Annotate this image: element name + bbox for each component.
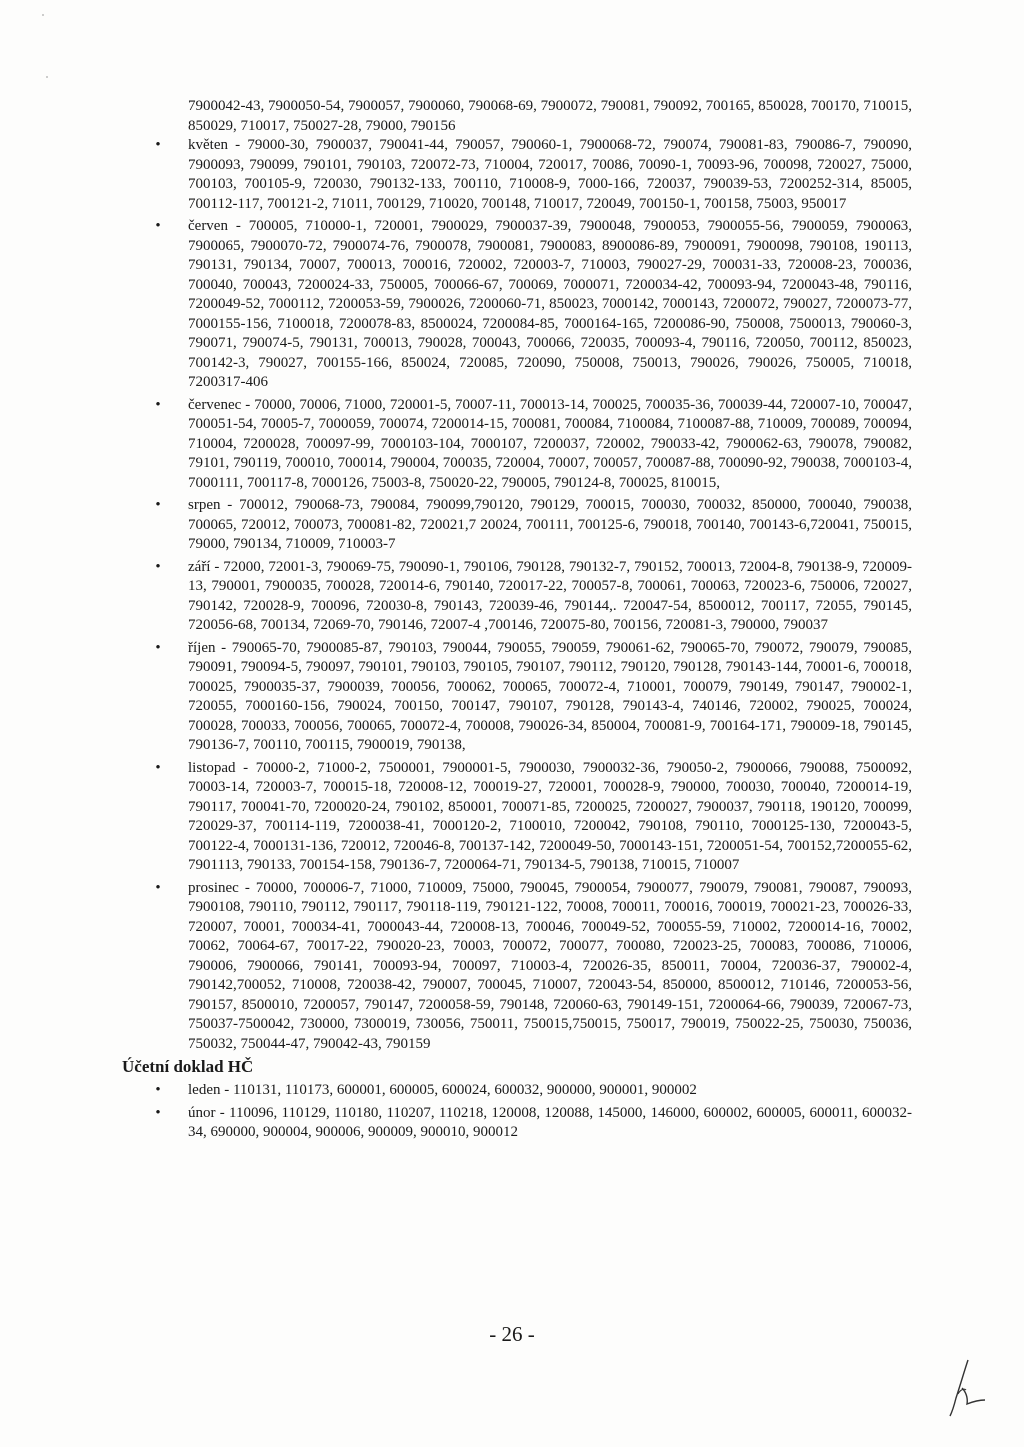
document-body xyxy=(122,97,912,1146)
bullet-icon: • xyxy=(155,396,161,413)
month-entry xyxy=(150,558,912,636)
month-list-b xyxy=(150,1081,912,1143)
bullet-icon: • xyxy=(155,1082,161,1098)
scan-speck xyxy=(42,14,44,16)
document-numbers: - 70000-2, 71000-2, 7500001, 7900001-5, 7900030, 7900032-36, 790050-2, 7900066, 790088, 7500092, 70003-14, 720003-7, 700015-18, 720008-12, 700019-27, 720001, 700028-9, 790000, 700030, 700040, 7200014-19, 790117, 700041-70, 7200020-24, 790102, 850001, 700071-85, 7200025, 7200027, 7900037, 790118, 190120, 700099, 720029-37, 700114-119, 7200038-41, 7000120-2, 7100010, 7200042, 790108, 790110, 7000125-130, 7200043-5, 700122-4, 7000131-136, 720012, 720046-8, 700137-142, 7200049-50, 7000143-151, 7200051-54, 700152,7200055-62, 7901113, 790133, 700154-158, 790136-7, 7200064-71, 790134-5, 790138, 710015, 710007 xyxy=(188,759,912,873)
month-list-a xyxy=(150,136,912,1054)
bullet-icon: • xyxy=(155,218,161,234)
page-number: - 26 - xyxy=(489,1322,535,1346)
document-numbers: - 110096, 110129, 110180, 110207, 110218, 120008, 120088, 145000, 146000, 600002, 600005, 600011, 600032-34, 690000, 900004, 900006, 900009, 900010, 900012 xyxy=(188,1104,912,1140)
document-numbers: - 72000, 72001-3, 790069-75, 790090-1, 790106, 790128, 790132-7, 790152, 700013, 72004-8, 790138-9, 720009-13, 790001, 7900035, 700028, 720014-6, 790140, 720017-22, 700057-8, 700061, 700063, 720023-6, 750006, 720027, 790142, 720028-9, 700096, 720030-8, 790143, 720039-46, 790144,. 720047-54, 8500012, 700117, 72055, 790145, 720056-68, 700134, 72069-70, 790146, 72007-4 ,700146, 720075-80, 700156, 720081-3, 790000, 790037 xyxy=(188,558,912,633)
bullet-icon: • xyxy=(155,879,161,896)
section-heading: Účetní doklad HČ xyxy=(122,1057,254,1076)
month-entry xyxy=(150,217,912,393)
bullet-icon: • xyxy=(155,639,161,656)
month-entry xyxy=(150,396,912,494)
continuation-paragraph: 7900042-43, 7900050-54, 7900057, 7900060, 790068-69, 7900072, 790081, 790092, 700165, 850028, 700170, 710015, 850029, 710017, 750027-28, 79000, 790156 xyxy=(188,98,912,134)
bullet-icon: • xyxy=(155,558,161,575)
bullet-icon: • xyxy=(155,497,161,513)
month-label: červen xyxy=(188,218,228,234)
month-label: prosinec xyxy=(188,879,239,896)
month-label: červenec xyxy=(188,396,242,413)
month-label: srpen xyxy=(188,497,221,513)
month-label: květen xyxy=(188,137,228,153)
month-label: listopad xyxy=(188,759,236,776)
month-entry xyxy=(150,879,912,1055)
document-numbers: - 790065-70, 7900085-87, 790103, 790044, 790055, 790059, 790061-62, 790065-70, 790072, 790079, 790085, 790091, 790094-5, 790097, 790101, 790103, 790105, 790107, 790112, 790120, 790128, 790143-144, 70001-6, 700018, 700025, 7900035-37, 7900039, 700056, 700062, 700065, 700072-4, 710001, 700079, 790149, 790147, 790002-1, 720055, 7000160-156, 790024, 700150, 700147, 790107, 790128, 790143-4, 740146, 720002, 790025, 700024, 700028, 700033, 700056, 700065, 700072-4, 700008, 790026-34, 850004, 700081-9, 700164-171, 790009-18, 790145, 790136-7, 700110, 700115, 7900019, 790138, xyxy=(188,639,912,753)
scan-speck xyxy=(46,76,48,78)
month-label: leden xyxy=(188,1082,221,1098)
month-entry xyxy=(150,496,912,555)
bullet-icon: • xyxy=(155,759,161,776)
month-label: říjen xyxy=(188,639,216,656)
month-entry xyxy=(150,1104,912,1143)
signature-mark xyxy=(938,1358,988,1418)
month-entry xyxy=(150,136,912,214)
document-numbers: - 700005, 710000-1, 720001, 7900029, 7900037-39, 7900048, 7900053, 7900055-56, 7900059, 7900063, 7900065, 7900070-72, 7900074-76, 7900078, 7900081, 7900083, 8900086-89, 7900091, 7900098, 790108, 190113, 790131, 790134, 70007, 700013, 700016, 720002, 720003-7, 710003, 790027-29, 700031-33, 720008-23, 700036, 700040, 700043, 7200024-33, 750005, 700066-67, 700069, 7000071, 7200034-42, 700093-94, 7200043-48, 790116, 7200049-52, 7000112, 7200053-59, 7900026, 7200060-71, 850023, 7000142, 7000143, 7200072, 790027, 7200073-77, 7000155-156, 7100018, 7200078-83, 8500024, 7200084-85, 7000164-165, 7200086-90, 750008, 7500013, 790060-3, 790071, 790074-5, 790131, 700013, 790028, 700043, 700066, 720035, 700093-4, 790116, 720050, 700112, 850023, 700142-3, 790027, 700155-166, 850024, 720085, 720090, 750008, 750013, 790026, 790026, 750005, 710018, 7200317-406 xyxy=(188,218,912,390)
month-label: únor xyxy=(188,1104,216,1121)
month-entry xyxy=(150,759,912,876)
document-numbers: - 70000, 700006-7, 71000, 710009, 75000, 790045, 7900054, 7900077, 790079, 790081, 790087, 790093, 7900108, 790110, 790112, 790117, 790118-119, 790121-122, 70008, 700011, 700016, 700019, 700021-23, 700026-33, 720007, 70001, 700034-41, 7000043-44, 720008-13, 700046, 700049-52, 700055-59, 710002, 7200014-16, 70002, 70062, 70064-67, 70017-22, 790020-23, 70003, 700072, 700077, 700080, 720023-25, 700083, 700086, 710006, 790006, 7900066, 790141, 700093-94, 700097, 710003-4, 720026-35, 850011, 70004, 720036-37, 790002-4, 790142,700052, 710008, 720038-42, 790007, 700045, 710007, 720043-54, 850000, 8500012, 710146, 7200053-56, 790157, 8500010, 7200057, 790147, 7200058-59, 790148, 720060-63, 790149-151, 7200064-66, 790039, 720067-73, 750037-7500042, 730000, 7300019, 730056, 750011, 750015,750015, 750017, 790019, 750022-25, 750030, 750036, 750032, 750044-47, 790042-43, 790159 xyxy=(188,879,912,1052)
month-entry xyxy=(150,1081,912,1101)
document-numbers: - 700012, 790068-73, 790084, 790099,790120, 790129, 700015, 700030, 700032, 850000, 700040, 790038, 700065, 720012, 700073, 700081-82, 720021,7 20024, 700111, 700125-6, 790018, 700140, 700143-6,720041, 750015, 79000, 790134, 710009, 710003-7 xyxy=(188,497,912,552)
bullet-icon: • xyxy=(155,1104,161,1121)
document-numbers: - 79000-30, 7900037, 790041-44, 790057, 790060-1, 7900068-72, 790074, 790081-83, 790086-7, 790090, 7900093, 790099, 790101, 790103, 720072-73, 710004, 720017, 70086, 70090-1, 70093-96, 700098, 720027, 75000, 700103, 700105-9, 720030, 790132-133, 700110, 710008-9, 7000-166, 720037, 790039-53, 7200252-314, 85005, 700112-117, 700121-2, 71011, 700129, 710020, 700148, 710017, 720049, 700150-1, 700158, 75003, 950017 xyxy=(188,137,912,212)
month-label: září xyxy=(188,558,211,575)
document-numbers: - 110131, 110173, 600001, 600005, 600024, 600032, 900000, 900001, 900002 xyxy=(220,1082,697,1098)
month-entry xyxy=(150,639,912,756)
bullet-icon: • xyxy=(155,137,161,153)
document-numbers: - 70000, 70006, 71000, 720001-5, 70007-11, 700013-14, 700025, 700035-36, 700039-44, 720007-10, 700047, 700051-54, 70005-7, 7000059, 700074, 7200014-15, 700081, 700084, 7100084, 7100087-88, 710009, 700089, 700094, 710004, 7200028, 700097-99, 7000103-104, 7000107, 7200037, 720002, 790033-42, 7900062-63, 790078, 790082, 79101, 790119, 700010, 700014, 790004, 700035, 720004, 70007, 700057, 700087-88, 700090-92, 790038, 7000103-4, 7000111, 700117-8, 7000126, 75003-8, 750020-22, 790005, 790124-8, 700025, 810015, xyxy=(188,396,912,491)
